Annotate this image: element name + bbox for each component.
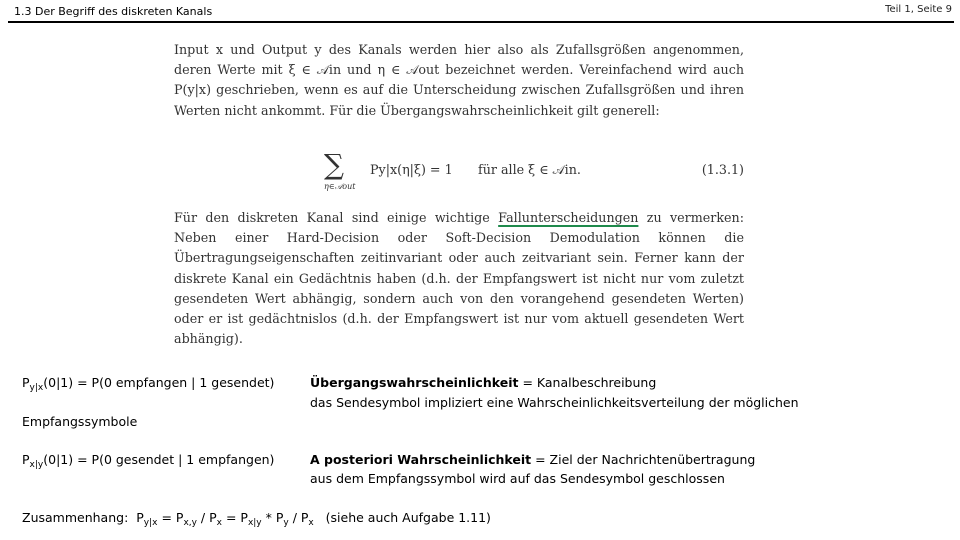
- equation-number: (1.3.1): [701, 162, 744, 177]
- header-divider: [8, 21, 954, 23]
- note-text: P: [22, 452, 30, 467]
- book-paragraph-2: [174, 208, 744, 349]
- note-reference: (siehe auch Aufgabe 1.11): [325, 510, 491, 525]
- note-aposteriori-explanation: aus dem Empfangssymbol wird auf das Sendesymbol geschlossen: [310, 471, 725, 486]
- note-relationship: [22, 509, 491, 527]
- note-subscript: x|y: [247, 518, 262, 528]
- note-label: Zusammenhang:: [22, 510, 129, 525]
- note-subscript: x: [216, 518, 222, 528]
- note-text: = Kanalbeschreibung: [518, 375, 657, 390]
- note-subscript: y|x: [143, 518, 158, 528]
- book-excerpt: [174, 40, 744, 347]
- note-subscript: x|y: [29, 460, 44, 470]
- note-subscript: y|x: [29, 383, 44, 393]
- note-receive-symbols: Empfangssymbole: [22, 414, 138, 429]
- note-text: * P: [261, 510, 284, 525]
- note-text: P: [136, 510, 144, 525]
- section-title: 1.3 Der Begriff des diskreten Kanals: [14, 5, 213, 18]
- note-subscript: x: [308, 518, 314, 528]
- note-term: Übergangswahrscheinlichkeit: [310, 375, 519, 390]
- paragraph-text: Für den diskreten Kanal sind einige wichtige: [174, 210, 499, 225]
- paragraph-text: zu vermerken: Neben einer Hard-Decision oder Soft-Decision Demodulation können die Übertragungseigenschaften zeitinvariant oder auch zeitvariant sein. Ferner kann der diskrete Kanal ein Gedächtnis haben (d.h. der Empfangswert ist nicht nur vom zuletzt gesendeten Wert abhängig, sondern auch von den vorangehend gesendeten Werten) oder er ist gedächtnislos (d.h. der Empfangswert ist nur vom aktuell gesendeten Wert abhängig).: [174, 210, 744, 347]
- note-subscript: y: [283, 518, 289, 528]
- note-aposteriori-example: [22, 451, 274, 469]
- note-text: = P: [221, 510, 248, 525]
- note-text: (0|1) = P(0 gesendet | 1 empfangen): [43, 452, 275, 467]
- formula-condition: für alle ξ ∈ 𝒜in.: [478, 162, 581, 177]
- note-text: (0|1) = P(0 empfangen | 1 gesendet): [43, 375, 275, 390]
- note-transition-probability: [22, 374, 274, 392]
- note-text: P: [22, 375, 30, 390]
- book-paragraph-1: Input x und Output y des Kanals werden hier also als Zufallsgrößen angenommen, deren Werte mit ξ ∈ 𝒜in und η ∈ 𝒜out bezeichnet werden. Vereinfachend wird auch P(y|x) geschrieben, wenn es auf die Unterscheidung zwischen Zufallsgrößen und ihren Werten nicht ankommt. Für die Übergangswahrscheinlichkeit gilt generell:: [174, 42, 744, 118]
- note-subscript: x,y: [183, 518, 197, 528]
- sum-subscript: η∈𝒜out: [324, 182, 356, 191]
- note-text: / P: [196, 510, 217, 525]
- note-text: = Ziel der Nachrichtenübertragung: [531, 452, 756, 467]
- note-text: / P: [288, 510, 309, 525]
- formula-1-3-1: [324, 148, 744, 204]
- note-channel-explanation: das Sendesymbol impliziert eine Wahrscheinlichkeitsverteilung der möglichen: [310, 395, 799, 410]
- note-term: A posteriori Wahrscheinlichkeit: [310, 452, 532, 467]
- note-aposteriori-goal: [310, 451, 755, 469]
- note-channel-description: [310, 374, 656, 392]
- sum-symbol: ∑: [324, 148, 344, 181]
- page-indicator: Teil 1, Seite 9: [885, 4, 952, 15]
- highlighted-term: Fallunterscheidungen: [498, 210, 639, 225]
- formula-expression: Py|x(η|ξ) = 1: [370, 162, 453, 177]
- note-text: = P: [157, 510, 184, 525]
